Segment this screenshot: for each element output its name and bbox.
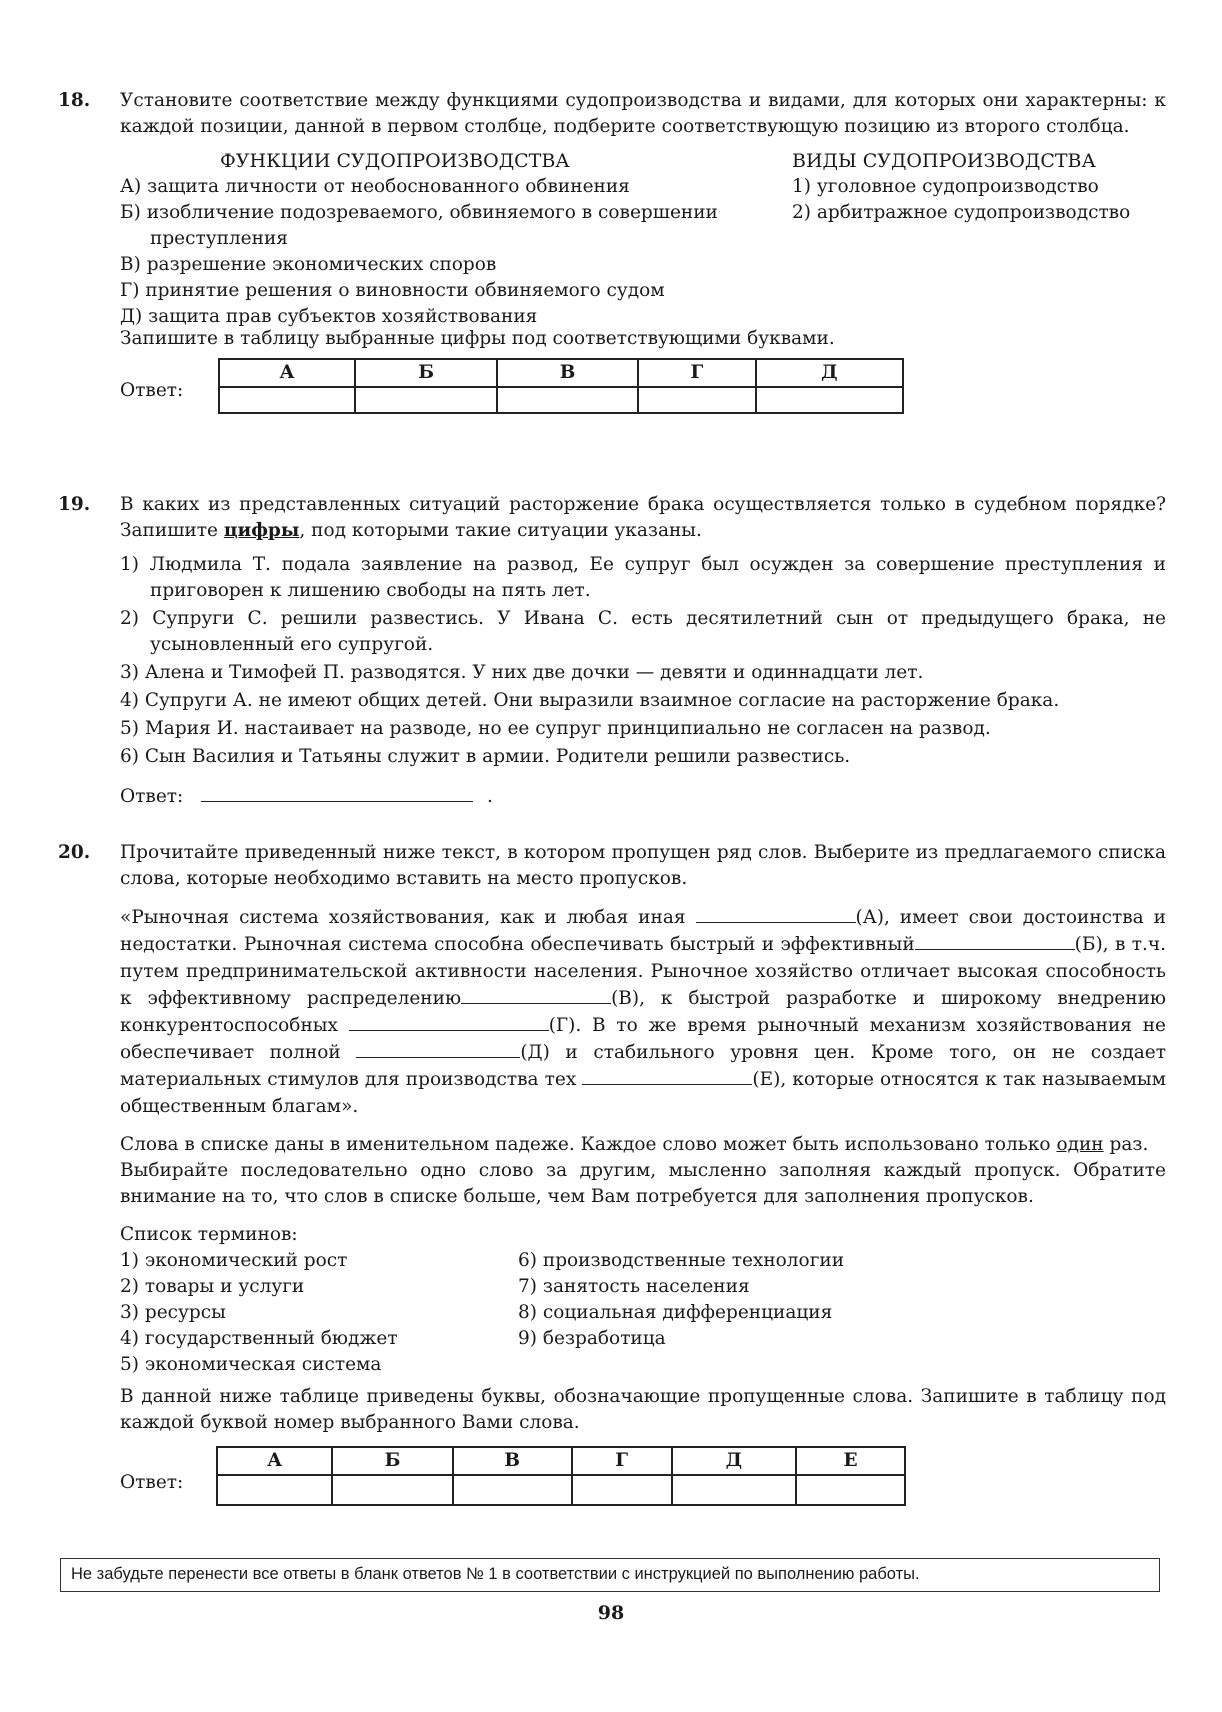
answer-cell[interactable]	[756, 387, 903, 413]
task-19	[58, 492, 1166, 810]
answer-blank[interactable]	[201, 784, 473, 802]
situation-item: 5) Мария И. настаивает на разводе, но ее супруг принципиально не согласен на развод.	[120, 718, 991, 739]
term-item: 7) занятость населения	[518, 1276, 750, 1297]
answer-cell[interactable]	[497, 387, 638, 413]
answer-letter: Д	[756, 359, 903, 387]
terms-title: Список терминов:	[120, 1224, 298, 1245]
instruction: Запишите в таблицу выбранные цифры под соответствующими буквами.	[120, 328, 835, 349]
note-sequence: Выбирайте последовательно одно слово за другим, мысленно заполняя каждый пропуск. Обратите внимание на то, что слов в списке больше, чем Вам потребуется для заполнения пропусков.	[120, 1160, 1166, 1207]
gap-blank[interactable]	[582, 1067, 752, 1085]
column-title-types: ВИДЫ СУДОПРОИЗВОДСТВА	[792, 150, 1096, 172]
term-item: 8) социальная дифференциация	[518, 1302, 833, 1323]
term-item: 6) производственные технологии	[518, 1250, 845, 1271]
answer-cell[interactable]	[217, 1475, 332, 1505]
match-item: Г) принятие решения о виновности обвиняемого судом	[120, 280, 665, 301]
task-prompt: В каких из представленных ситуаций расторжение брака осуществляется только в судебном порядке? Запишите цифры, под которыми такие ситуации указаны.	[120, 494, 1166, 541]
answer-cell[interactable]	[672, 1475, 797, 1505]
answer-letter: Б	[332, 1447, 452, 1475]
gap-blank[interactable]	[696, 905, 856, 923]
answer-cell[interactable]	[453, 1475, 572, 1505]
task-18	[58, 88, 1166, 418]
answer-table	[216, 1446, 906, 1506]
answer-letter: В	[453, 1447, 572, 1475]
task-number: 20.	[58, 842, 91, 863]
gap-blank[interactable]	[349, 1013, 549, 1031]
answer-label: Ответ:	[120, 786, 184, 807]
answer-letter: Г	[638, 359, 756, 387]
answer-cell[interactable]	[355, 387, 497, 413]
match-option: 2) арбитражное судопроизводство	[792, 202, 1131, 223]
answer-cell[interactable]	[796, 1475, 905, 1505]
gap-blank[interactable]	[915, 932, 1075, 950]
answer-letter: Б	[355, 359, 497, 387]
note-once: Слова в списке даны в именительном падеже. Каждое слово может быть использовано только один раз.	[120, 1134, 1149, 1155]
answer-letter: А	[217, 1447, 332, 1475]
table-note: В данной ниже таблице приведены буквы, обозначающие пропущенные слова. Запишите в таблицу под каждой буквой номер выбранного Вами слова.	[120, 1386, 1166, 1433]
answer-cell[interactable]	[638, 387, 756, 413]
answer-cell[interactable]	[572, 1475, 672, 1505]
situation-item: 2) Супруги С. решили развестись. У Ивана С. есть десятилетний сын от предыдущего брака, не усыновленный его супругой.	[120, 608, 1166, 655]
answer-label: Ответ:	[120, 380, 184, 401]
answer-table	[218, 358, 904, 414]
term-item: 9) безработица	[518, 1328, 666, 1349]
answer-letter: Г	[572, 1447, 672, 1475]
situation-item: 3) Алена и Тимофей П. разводятся. У них две дочки — девяти и одиннадцати лет.	[120, 662, 924, 683]
emphasis-word: цифры	[223, 520, 300, 541]
answer-letter: В	[497, 359, 638, 387]
gap-blank[interactable]	[356, 1040, 520, 1058]
task-prompt: Установите соответствие между функциями судопроизводства и видами, для которых они характерны: к каждой позиции, данной в первом столбце, подберите соответствующую позицию из второго столбца.	[120, 90, 1166, 137]
page-number: 98	[597, 1602, 625, 1624]
gap-blank[interactable]	[461, 986, 611, 1004]
situation-item: 1) Людмила Т. подала заявление на развод, Ее супруг был осужден за совершение преступления и приговорен к лишению свободы на пять лет.	[120, 554, 1166, 601]
match-item: Б) изобличение подозреваемого, обвиняемого в совершении преступления	[120, 202, 718, 249]
term-item: 5) экономическая система	[120, 1354, 382, 1375]
term-item: 3) ресурсы	[120, 1302, 226, 1323]
term-item: 2) товары и услуги	[120, 1276, 305, 1297]
footer-reminder: Не забудьте перенести все ответы в бланк ответов № 1 в соответствии с инструкцией по выполнению работы.	[60, 1558, 1160, 1592]
task-number: 18.	[58, 90, 91, 111]
answer-label: Ответ:	[120, 1472, 184, 1493]
emphasis-word: один	[1056, 1134, 1104, 1155]
answer-letter: А	[219, 359, 355, 387]
answer-letter: Е	[796, 1447, 905, 1475]
task-number: 19.	[58, 494, 91, 515]
task-prompt: Прочитайте приведенный ниже текст, в котором пропущен ряд слов. Выберите из предлагаемого списка слова, которые необходимо вставить на место пропусков.	[120, 842, 1166, 889]
answer-letter: Д	[672, 1447, 797, 1475]
situation-item: 4) Супруги А. не имеют общих детей. Они выразили взаимное согласие на расторжение брака.	[120, 690, 1060, 711]
situation-item: 6) Сын Василия и Татьяны служит в армии. Родители решили развестись.	[120, 746, 851, 767]
match-item: А) защита личности от необоснованного обвинения	[120, 176, 630, 197]
column-title-functions: ФУНКЦИИ СУДОПРОИЗВОДСТВА	[220, 150, 570, 172]
match-item: Д) защита прав субъектов хозяйствования	[120, 306, 538, 327]
task-20	[58, 840, 1166, 1514]
gapped-text: «Рыночная система хозяйствования, как и любая иная (А), имеет свои достоинства и недостатки. Рыночная система способна обеспечивать быстрый и эффективный (Б), в т.ч. путем предпринимательской активности населения. Рыночное хозяйство отличает высокая способность к эффективному распределению (В), к быстрой разработке и широкому внедрению конкурентоспособных (Г). В то же время рыночный механизм хозяйствования не обеспечивает полной (Д) и стабильного уровня цен. Кроме того, он не создает материальных стимулов для производства тех (Е), которые относятся к так называемым общественным благам».	[120, 907, 1166, 1117]
answer-cell[interactable]	[219, 387, 355, 413]
term-item: 1) экономический рост	[120, 1250, 348, 1271]
match-item: В) разрешение экономических споров	[120, 254, 497, 275]
term-item: 4) государственный бюджет	[120, 1328, 398, 1349]
answer-line: Ответ: .	[120, 786, 493, 807]
answer-cell[interactable]	[332, 1475, 452, 1505]
match-option: 1) уголовное судопроизводство	[792, 176, 1099, 197]
